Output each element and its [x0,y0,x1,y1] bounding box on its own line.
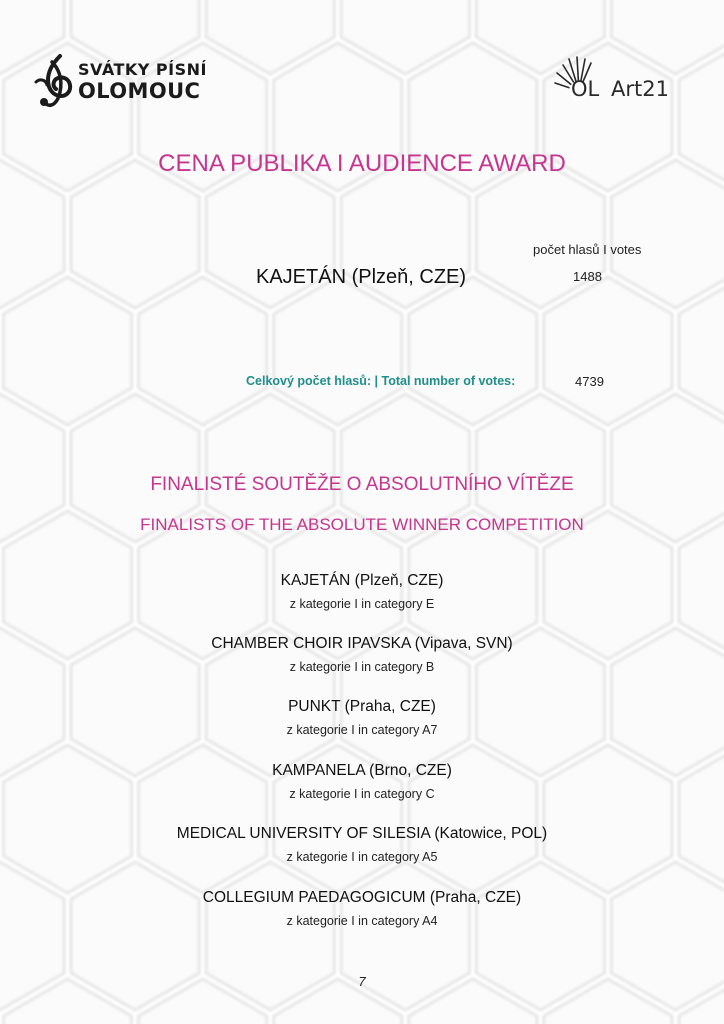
audience-award-winner: KAJETÁN (Plzeň, CZE) [256,266,467,288]
winner-vote-count: 1488 [573,269,602,284]
finalists-title-cz: FINALISTÉ SOUTĚŽE O ABSOLUTNÍHO VÍTĚZE [150,474,574,495]
page-number: 7 [358,974,366,989]
logo-ol-text: OL [571,77,600,101]
finalist-category: z kategorie I in category E [289,597,435,611]
finalists-title-en: FINALISTS OF THE ABSOLUTE WINNER COMPETITION [140,515,584,534]
total-votes-label: Celkový počet hlasů: | Total number of votes: [246,374,516,388]
treble-clef-icon [30,52,76,112]
finalist-name: COLLEGIUM PAEDAGOGICUM (Praha, CZE) [202,889,522,906]
finalist-category: z kategorie I in category A5 [286,850,438,864]
finalist-category: z kategorie I in category A4 [286,914,438,928]
finalist-name: MEDICAL UNIVERSITY OF SILESIA (Katowice, POL) [176,825,548,842]
finalist-name: KAJETÁN (Plzeň, CZE) [280,572,444,589]
votes-column-header: počet hlasů I votes [533,242,642,257]
finalist-name: CHAMBER CHOIR IPAVSKA (Vipava, SVN) [211,635,513,652]
total-votes-value: 4739 [575,374,604,389]
logo-line-2: OLOMOUC [78,79,201,103]
finalist-name: KAMPANELA (Brno, CZE) [272,762,452,779]
svatky-pisni-logo [30,52,220,112]
finalist-category: z kategorie I in category A7 [286,723,438,737]
finalist-category: z kategorie I in category C [289,787,435,801]
finalist-name: PUNKT (Praha, CZE) [288,698,436,715]
logo-art-text: Art21 [611,77,669,101]
logo-line-1: SVÁTKY PÍSNÍ [78,60,207,79]
olart21-logo [553,55,688,110]
audience-award-title: CENA PUBLIKA I AUDIENCE AWARD [158,150,566,177]
finalist-category: z kategorie I in category B [289,660,435,674]
